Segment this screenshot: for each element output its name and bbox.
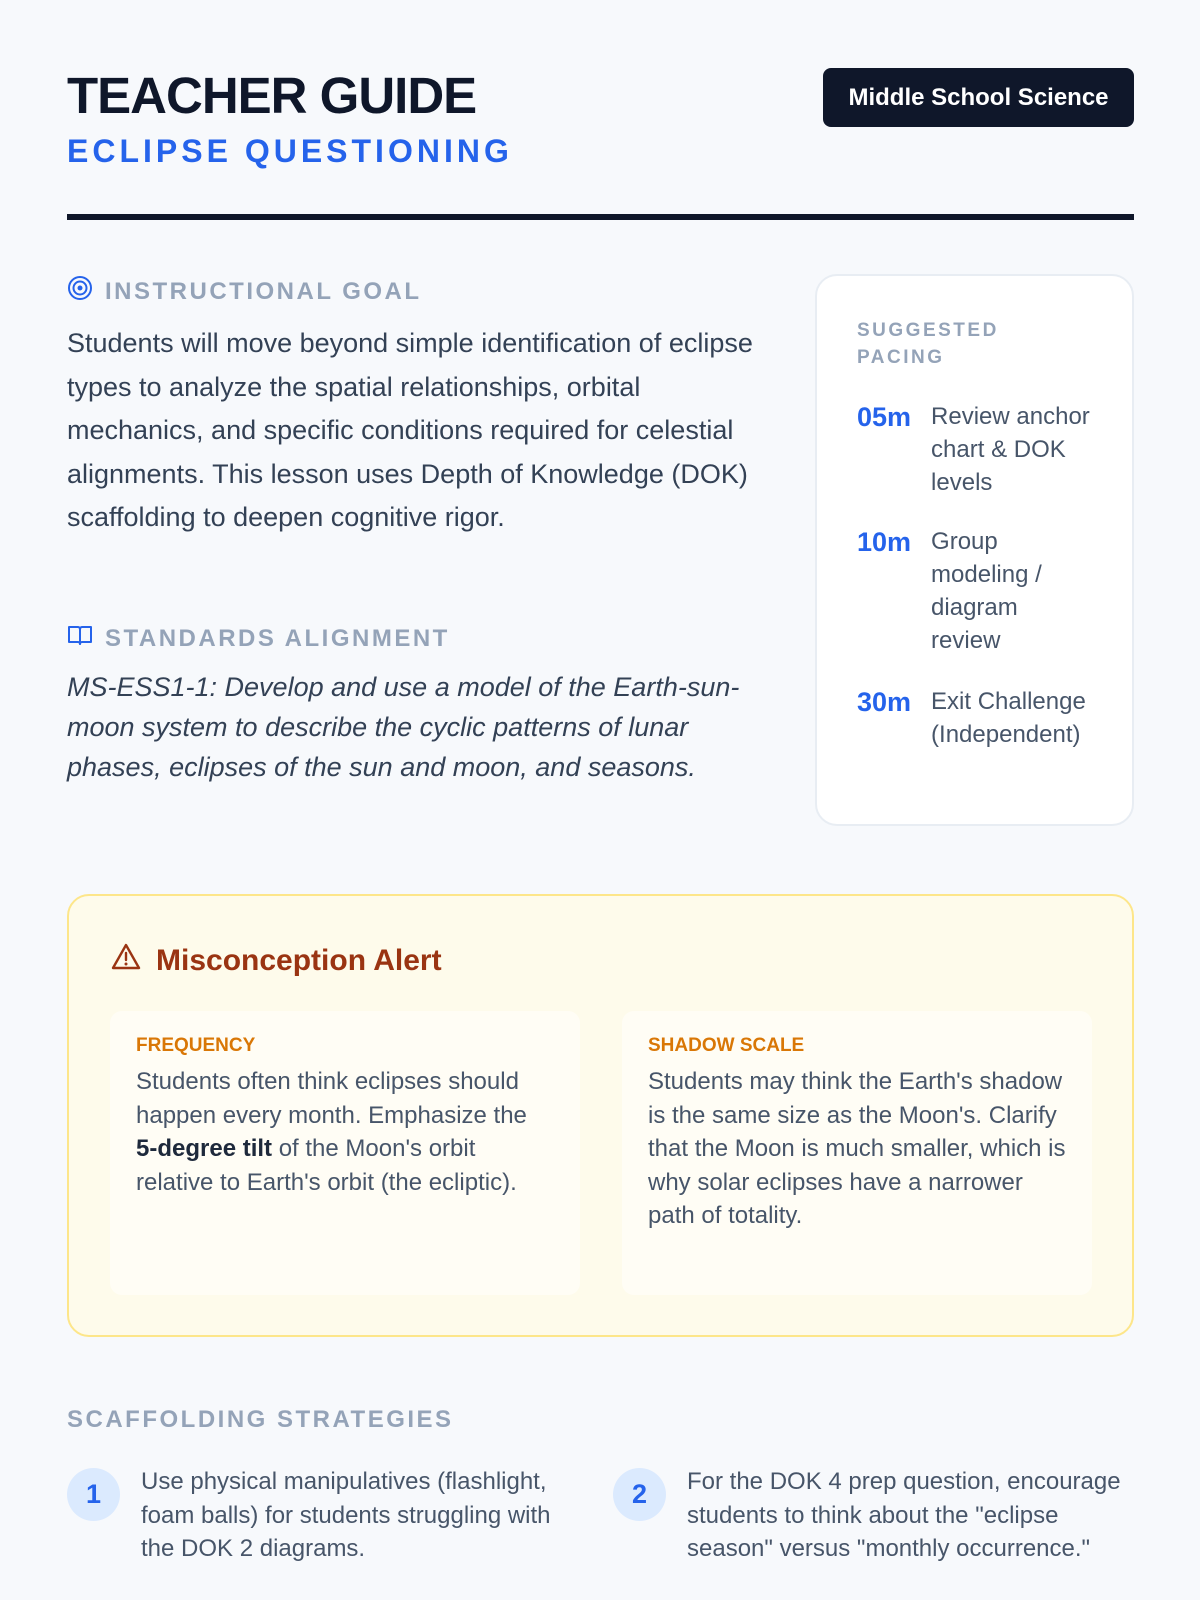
target-icon [67, 275, 93, 308]
page-title: TEACHER GUIDE [67, 67, 477, 124]
pacing-label: Group modeling / diagram review [931, 528, 1042, 654]
strategy-item [613, 1465, 1134, 1566]
misconception-label: FREQUENCY [136, 1035, 256, 1056]
misconception-text: Students often think eclipses should happen every month. Emphasize the 5-degree tilt of the Moon's orbit relative to Earth's orbit (the ecliptic). [136, 1068, 527, 1196]
alert-heading [110, 941, 442, 981]
misconception-item-shadow-scale [622, 1011, 1092, 1295]
pacing-item [857, 685, 1101, 751]
warning-icon [110, 941, 142, 981]
standards-text: MS-ESS1-1: Develop and use a model of the Earth-sun-moon system to describe the cyclic patterns of lunar phases, eclipses of the sun and moon, and seasons. [67, 672, 740, 782]
step-number: 2 [613, 1468, 666, 1521]
strategy-text: For the DOK 4 prep question, encourage students to think about the "eclipse season" versus "monthly occurrence." [687, 1468, 1121, 1562]
misconception-alert-card [67, 894, 1134, 1337]
step-number: 1 [67, 1468, 120, 1521]
pacing-time: 05m [857, 402, 912, 432]
pacing-label: Review anchor chart & DOK levels [931, 403, 1090, 496]
grade-badge: Middle School Science [823, 68, 1134, 127]
pacing-card [815, 274, 1134, 826]
standards-heading-label: STANDARDS ALIGNMENT [105, 624, 450, 652]
alert-title: Misconception Alert [156, 944, 442, 977]
misconception-label: SHADOW SCALE [648, 1035, 805, 1056]
book-open-icon [67, 622, 93, 655]
goal-heading-label: INSTRUCTIONAL GOAL [105, 277, 422, 305]
pacing-label: Exit Challenge (Independent) [931, 688, 1086, 748]
emphasis-text: 5-degree tilt [136, 1135, 273, 1162]
pacing-title: SUGGESTED PACING [857, 320, 999, 368]
teacher-guide-page [67, 0, 1134, 1600]
standards-heading [67, 622, 450, 655]
strategy-text: Use physical manipulatives (flashlight, foam balls) for students struggling with the DOK 2 diagrams. [141, 1468, 551, 1562]
pacing-item [857, 400, 1091, 499]
pacing-time: 30m [857, 687, 912, 717]
header-divider [67, 214, 1134, 220]
strategy-item [67, 1465, 577, 1566]
pacing-item [857, 525, 1071, 657]
misconception-item-frequency [110, 1011, 580, 1295]
pacing-time: 10m [857, 527, 912, 557]
scaffolding-heading: SCAFFOLDING STRATEGIES [67, 1406, 454, 1433]
misconception-text: Students may think the Earth's shadow is the same size as the Moon's. Clarify that the Moon is much smaller, which is why solar eclipses have a narrower path of totality. [648, 1068, 1066, 1229]
goal-heading [67, 275, 422, 308]
goal-text: Students will move beyond simple identification of eclipse types to analyze the spatial relationships, orbital mechanics, and specific conditions required for celestial alignments. This lesson uses Depth of Knowledge (DOK) scaffolding to deepen cognitive rigor. [67, 328, 753, 532]
page-subtitle: ECLIPSE QUESTIONING [67, 133, 513, 169]
